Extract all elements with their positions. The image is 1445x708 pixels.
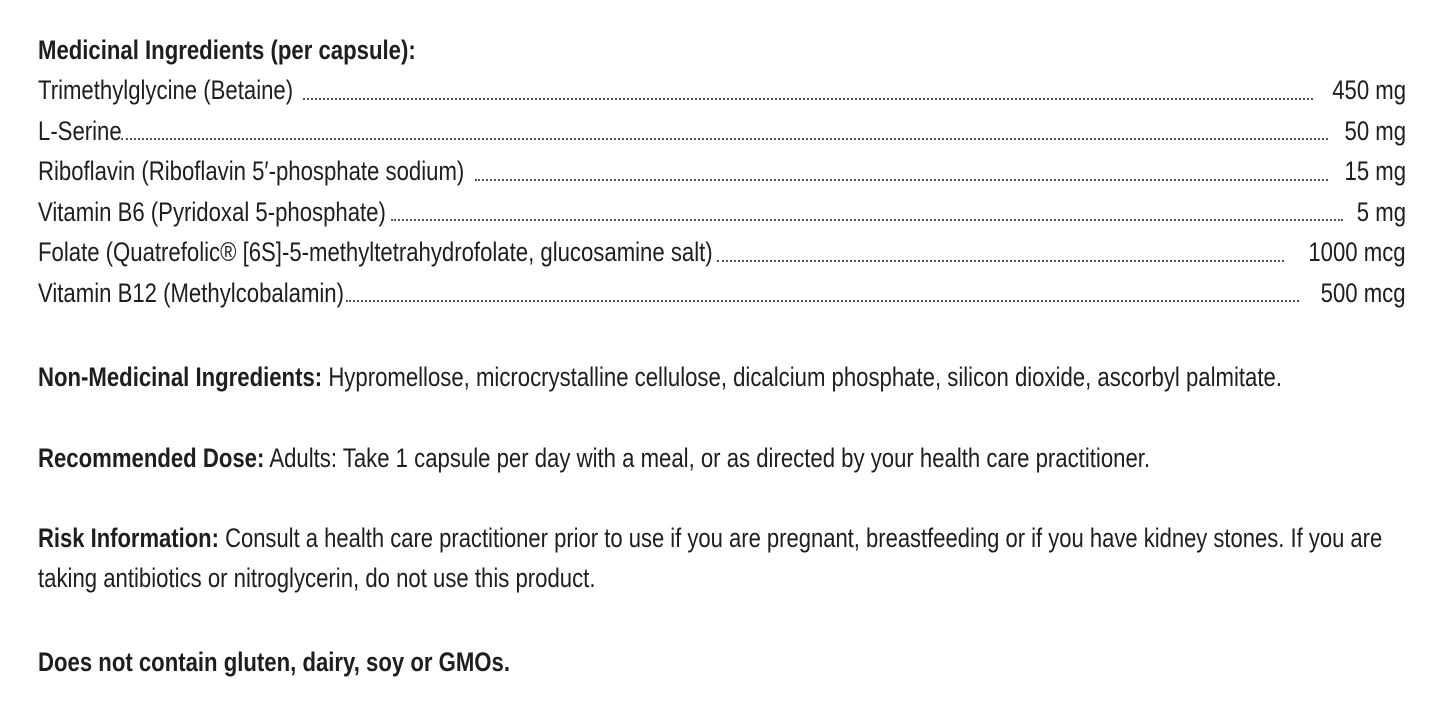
ingredient-name: Vitamin B6 (Pyridoxal 5-phosphate)	[38, 196, 386, 227]
ingredient-row	[38, 232, 1406, 273]
ingredient-row	[38, 273, 1406, 314]
dose-label: Recommended Dose:	[38, 443, 265, 473]
non-medicinal-section	[38, 357, 1445, 397]
risk-text-line-1: Consult a health care practitioner prior to use if you are pregnant, breastfeeding or if you have kidney stones. If you are	[225, 523, 1383, 553]
risk-label: Risk Information:	[38, 523, 219, 553]
dot-leader	[391, 219, 1343, 221]
free-from-statement: Does not contain gluten, dairy, soy or GMOs.	[38, 647, 510, 677]
ingredient-name: Riboflavin (Riboflavin 5′-phosphate sodium)	[38, 156, 465, 186]
product-label	[38, 30, 1406, 677]
ingredient-name: Vitamin B12 (Methylcobalamin)	[38, 277, 345, 308]
dot-leader	[346, 300, 1299, 302]
non-medicinal-text: Hypromellose, microcrystalline cellulose, dicalcium phosphate, silicon dioxide, ascorbyl palmitate.	[328, 362, 1282, 392]
dot-leader	[475, 179, 1328, 181]
dose-text: Adults: Take 1 capsule per day with a meal, or as directed by your health care practitioner.	[269, 443, 1151, 473]
ingredient-amount: 450 mg	[1332, 75, 1406, 105]
ingredient-name: Trimethylglycine (Betaine)	[38, 75, 294, 105]
dot-leader	[303, 98, 1313, 100]
ingredient-row	[38, 70, 1406, 111]
dot-leader	[717, 260, 1284, 262]
ingredient-amount: 15 mg	[1344, 156, 1406, 186]
ingredient-name: L-Serine	[38, 115, 122, 146]
medicinal-heading: Medicinal Ingredients (per capsule):	[38, 35, 416, 65]
ingredient-amount: 50 mg	[1344, 115, 1406, 146]
risk-section	[38, 518, 1406, 598]
ingredient-name: Folate (Quatrefolic® [6S]-5-methyltetrahydrofolate, glucosamine salt)	[38, 237, 713, 267]
ingredient-amount: 5 mg	[1356, 196, 1406, 227]
risk-text-line-2: taking antibiotics or nitroglycerin, do not use this product.	[38, 563, 596, 593]
ingredient-row	[38, 151, 1406, 192]
dot-leader	[121, 138, 1328, 140]
ingredient-amount: 1000 mcg	[1308, 237, 1406, 267]
dose-section	[38, 438, 1394, 478]
ingredient-row	[38, 111, 1406, 152]
ingredient-amount: 500 mcg	[1321, 277, 1406, 308]
ingredient-row	[38, 192, 1406, 233]
non-medicinal-label: Non-Medicinal Ingredients:	[38, 362, 323, 392]
medicinal-ingredient-list	[38, 70, 1406, 313]
